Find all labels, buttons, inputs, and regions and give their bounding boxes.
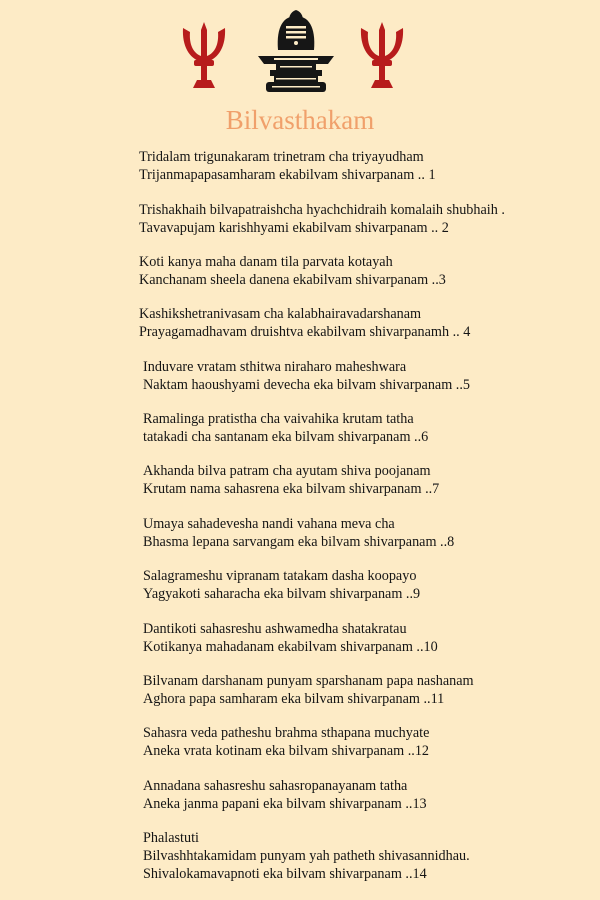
page-title: Bilvasthakam [225, 105, 375, 135]
verse-11 [143, 672, 474, 708]
trishul-icon [357, 22, 407, 92]
verse-13 [143, 777, 427, 813]
verse-8 [143, 515, 454, 551]
verse-line: Kotikanya mahadanam ekabilvam shivarpanam ..10 [143, 639, 438, 655]
verse-1 [139, 148, 436, 184]
verse-line: Krutam nama sahasrena eka bilvam shivarpanam ..7 [143, 481, 440, 497]
verse-line: Shivalokamavapnoti eka bilvam shivarpanam ..14 [143, 866, 427, 882]
verse-line: Kashikshetranivasam cha kalabhairavadarshanam [139, 306, 422, 322]
verse-line: Umaya sahadevesha nandi vahana meva cha [143, 516, 395, 532]
verse-line: Tavavapujam karishhyami ekabilvam shivarpanam .. 2 [139, 220, 449, 236]
verse-line: Aneka janma papani eka bilvam shivarpanam ..13 [143, 796, 427, 812]
verse-line: Annadana sahasreshu sahasropanayanam tatha [143, 778, 408, 794]
verse-line: Aghora papa samharam eka bilvam shivarpanam ..11 [143, 691, 445, 707]
verse-line: Yagyakoti saharacha eka bilvam shivarpanam ..9 [143, 586, 421, 602]
verse-4 [139, 305, 470, 341]
verse-line: Dantikoti sahasreshu ashwamedha shatakratau [143, 621, 407, 637]
verse-line: Koti kanya maha danam tila parvata kotayah [139, 254, 393, 270]
verse-line: Kanchanam sheela danena ekabilvam shivarpanam ..3 [139, 272, 446, 288]
verse-line: Sahasra veda patheshu brahma sthapana muchyate [143, 725, 430, 741]
verse-line: Akhanda bilva patram cha ayutam shiva poojanam [143, 463, 431, 479]
verse-line: Bhasma lepana sarvangam eka bilvam shivarpanam ..8 [143, 534, 455, 550]
verse-line: Induvare vratam sthitwa niraharo maheshwara [143, 359, 407, 375]
verse-line: tatakadi cha santanam eka bilvam shivarpanam ..6 [143, 429, 429, 445]
verse-9 [143, 567, 420, 603]
phalastuti-heading: Phalastuti [143, 830, 199, 846]
verse-line: Bilvashhtakamidam punyam yah patheth shivasannidhau. [143, 848, 470, 864]
verse-3 [139, 253, 446, 289]
trishul-icon [179, 22, 229, 92]
verse-line: Ramalinga pratistha cha vaivahika krutam tatha [143, 411, 414, 427]
verse-line: Bilvanam darshanam punyam sparshanam papa nashanam [143, 673, 474, 689]
verse-5 [143, 358, 470, 394]
shivalinga-icon [256, 10, 336, 96]
verse-line: Trishakhaih bilvapatraishcha hyachchidraih komalaih shubhaih . [139, 202, 505, 218]
verse-line: Naktam haoushyami devecha eka bilvam shivarpanam ..5 [143, 377, 470, 393]
verse-6 [143, 410, 428, 446]
verse-line: Aneka vrata kotinam eka bilvam shivarpanam ..12 [143, 743, 430, 759]
verse-10 [143, 620, 438, 656]
verse-12 [143, 724, 429, 760]
verse-line: Tridalam trigunakaram trinetram cha triyayudham [139, 149, 424, 165]
verse-line: Prayagamadhavam druishtva ekabilvam shivarpanamh .. 4 [139, 324, 471, 340]
verse-line: Salagrameshu vipranam tatakam dasha koopayo [143, 568, 417, 584]
verse-line: Trijanmapapasamharam ekabilvam shivarpanam .. 1 [139, 167, 436, 183]
verse-2 [139, 201, 505, 237]
header-artwork [0, 0, 600, 100]
phalastuti [143, 829, 470, 883]
verse-7 [143, 462, 439, 498]
